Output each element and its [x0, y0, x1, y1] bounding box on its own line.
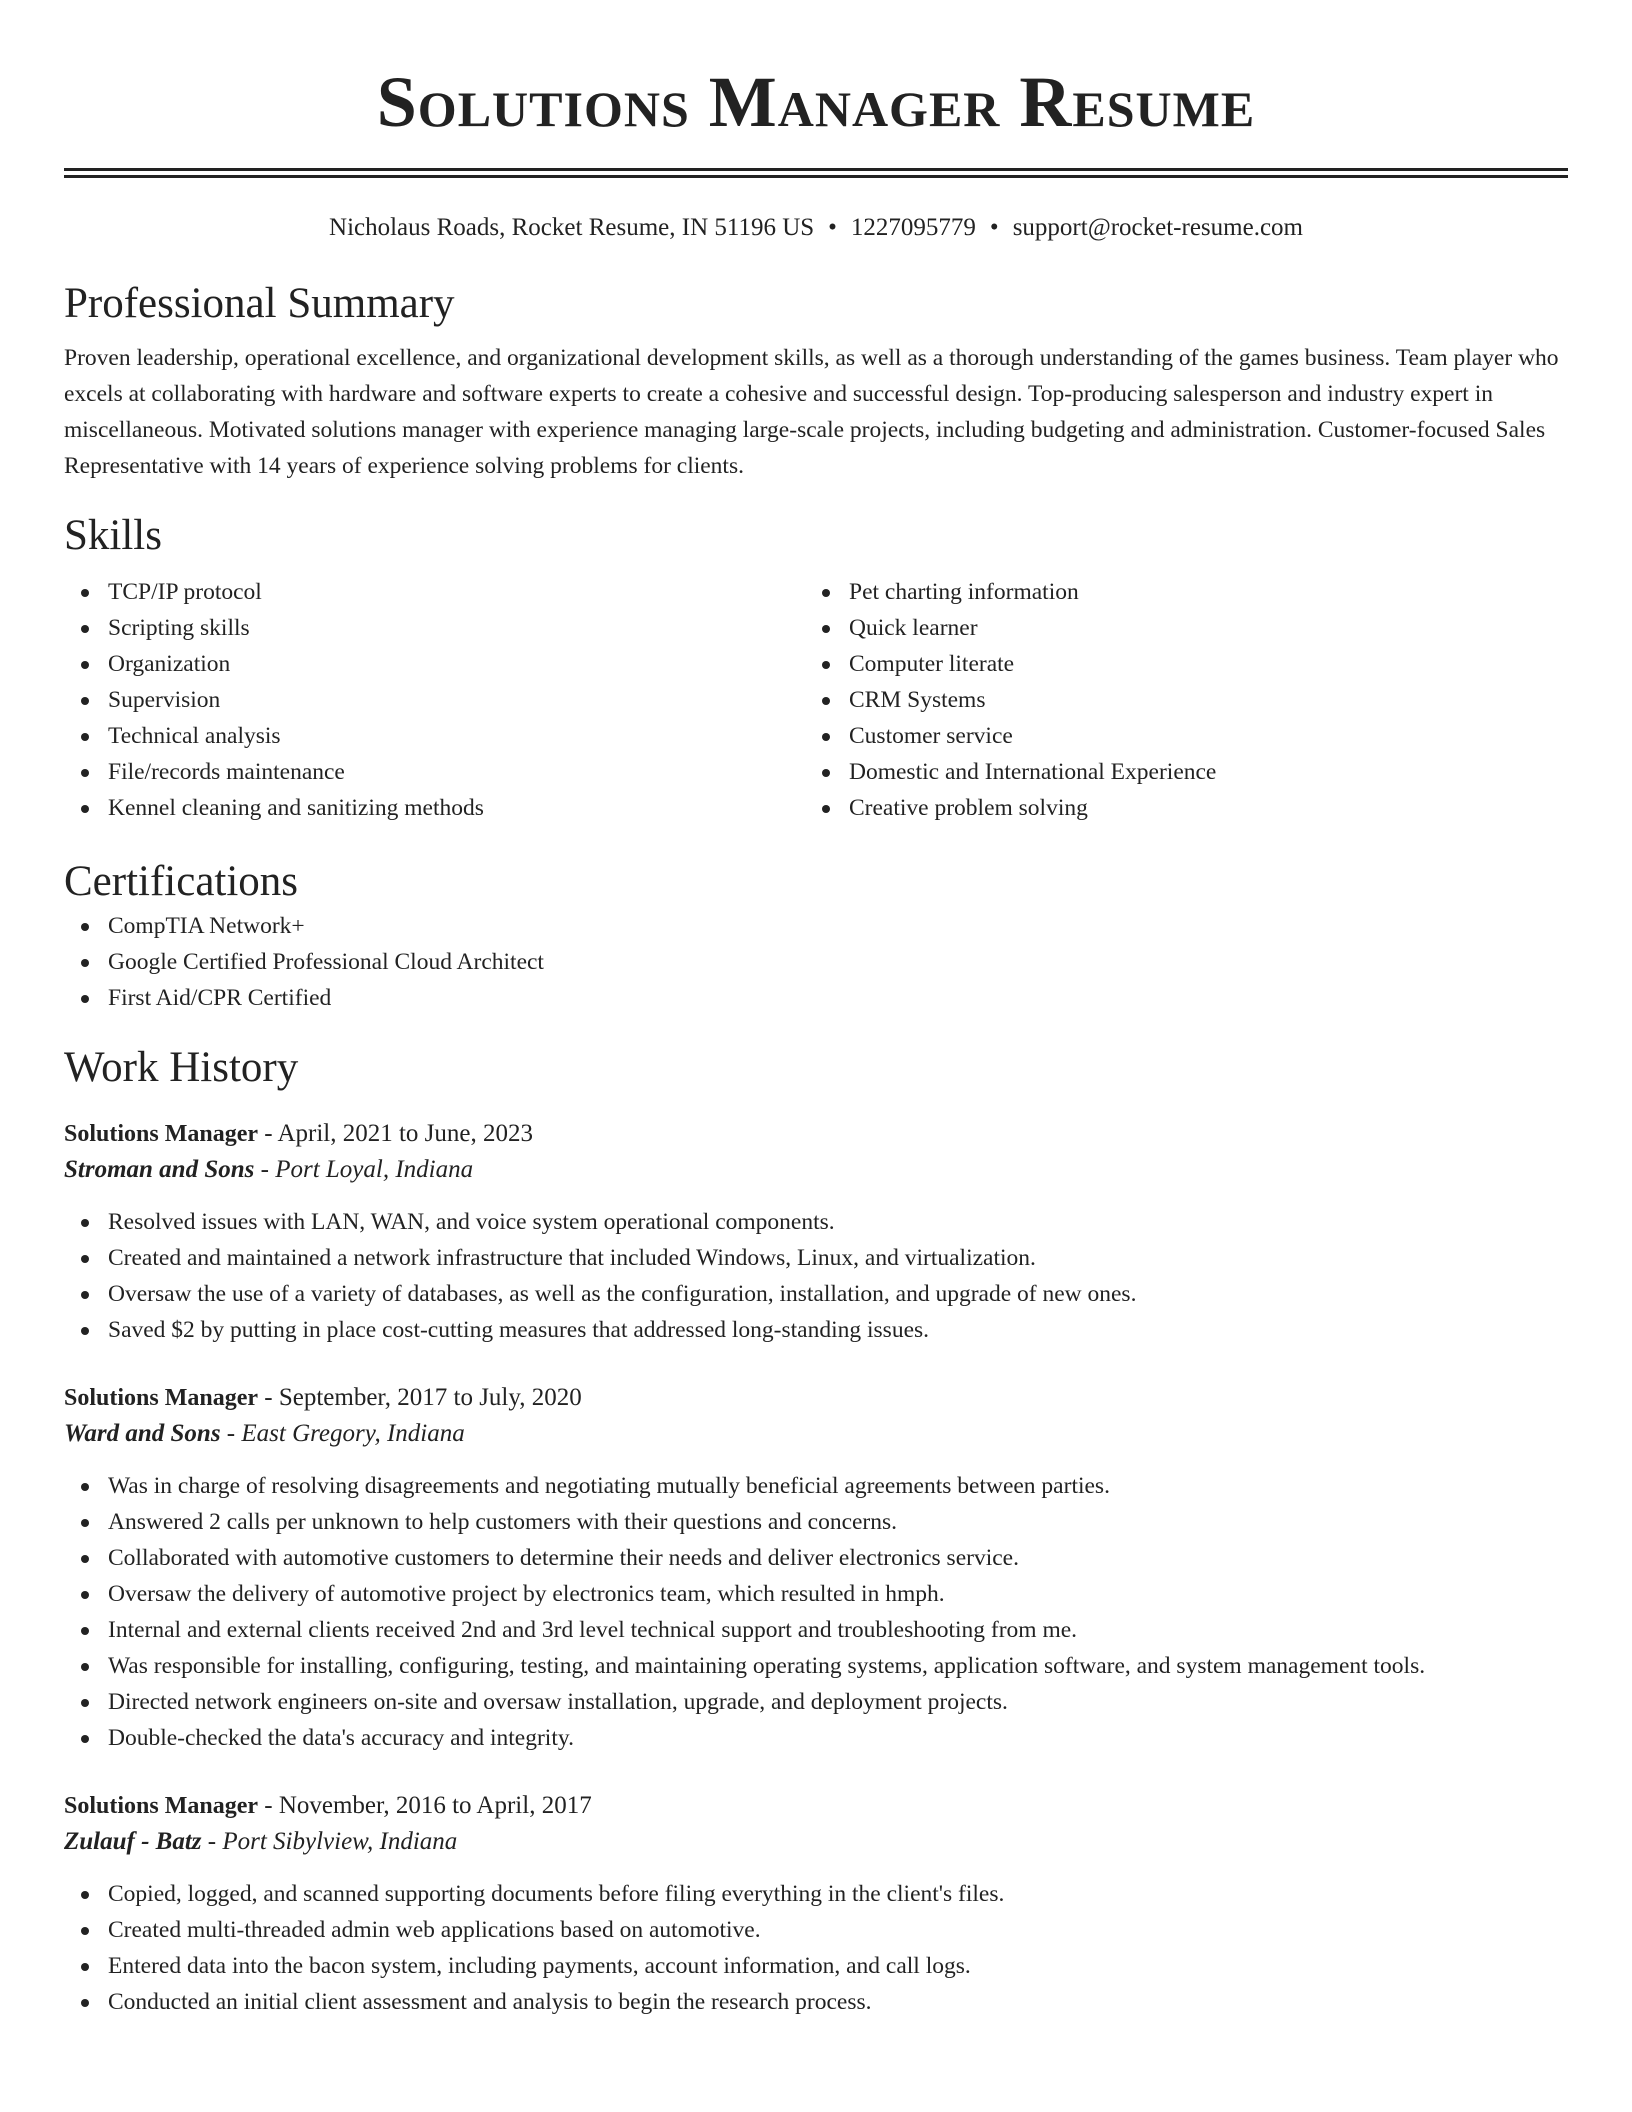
job-duty-item: Created multi-threaded admin web applications based on automotive.: [64, 1912, 1568, 1948]
skills-list-right: [805, 574, 1546, 826]
contact-phone: 1227095779: [850, 214, 976, 241]
job-duties-list: [64, 1204, 1568, 1348]
skill-item: Domestic and International Experience: [805, 754, 1546, 790]
resume-title: Solutions Manager Resume: [376, 62, 1256, 142]
skill-item: File/records maintenance: [64, 754, 805, 790]
certifications-list: [64, 908, 1568, 1016]
skill-item: Organization: [64, 646, 805, 682]
job-title-line: [64, 1788, 1568, 1824]
contact-email: support@rocket-resume.com: [1012, 214, 1303, 241]
job-duty-item: Double-checked the data's accuracy and integrity.: [64, 1720, 1568, 1756]
job-duty-item: Conducted an initial client assessment and analysis to begin the research process.: [64, 1984, 1568, 2020]
skill-item: Customer service: [805, 718, 1546, 754]
job-company: Zulauf - Batz: [64, 1828, 202, 1855]
certification-item: Google Certified Professional Cloud Architect: [64, 944, 1568, 980]
job-entry: [64, 1788, 1568, 2020]
job-entry: [64, 1116, 1568, 1348]
contact-address: Nicholaus Roads, Rocket Resume, IN 51196 US: [329, 214, 815, 241]
job-company: Stroman and Sons: [64, 1156, 255, 1183]
skill-item: Kennel cleaning and sanitizing methods: [64, 790, 805, 826]
job-title-line: [64, 1380, 1568, 1416]
skill-item: TCP/IP protocol: [64, 574, 805, 610]
certifications-heading: Certifications: [64, 858, 299, 905]
job-duty-item: Collaborated with automotive customers to determine their needs and deliver electronics service.: [64, 1540, 1568, 1576]
job-dates: - September, 2017 to July, 2020: [258, 1384, 582, 1411]
job-company-line: [64, 1152, 1568, 1188]
summary-text: Proven leadership, operational excellence, and organizational development skills, as well as a thorough understanding of the games business. Team player who excels at collaborating with hardware and software experts to create a cohesive and successful design. Top-producing salesperson and industry expert in miscellaneous. Motivated solutions manager with experience managing large-scale projects, including budgeting and administration. Customer-focused Sales Representative with 14 years of experience solving problems for clients.: [64, 345, 1559, 479]
job-company: Ward and Sons: [64, 1420, 221, 1447]
job-company-line: [64, 1416, 1568, 1452]
job-duty-item: Was responsible for installing, configuring, testing, and maintaining operating systems, application software, and system management tools.: [64, 1648, 1568, 1684]
contact-separator: •: [989, 214, 999, 241]
skills-list-left: [64, 574, 805, 826]
job-location: - East Gregory, Indiana: [220, 1420, 465, 1447]
job-duty-item: Resolved issues with LAN, WAN, and voice system operational components.: [64, 1204, 1568, 1240]
job-location: - Port Sibylview, Indiana: [201, 1828, 458, 1855]
job-duty-item: Directed network engineers on-site and oversaw installation, upgrade, and deployment projects.: [64, 1684, 1568, 1720]
job-duty-item: Saved $2 by putting in place cost-cutting measures that addressed long-standing issues.: [64, 1312, 1568, 1348]
skills-heading: Skills: [64, 512, 162, 559]
certification-item: CompTIA Network+: [64, 908, 1568, 944]
skill-item: Quick learner: [805, 610, 1546, 646]
job-duty-item: Was in charge of resolving disagreements and negotiating mutually beneficial agreements between parties.: [64, 1468, 1568, 1504]
job-role: Solutions Manager: [64, 1385, 259, 1411]
job-role: Solutions Manager: [64, 1121, 259, 1147]
summary-heading: Professional Summary: [64, 280, 455, 327]
job-duties-list: [64, 1468, 1568, 1756]
job-dates: - April, 2021 to June, 2023: [258, 1120, 534, 1147]
skill-item: Creative problem solving: [805, 790, 1546, 826]
contact-separator: •: [828, 214, 837, 241]
skills-grid: [64, 574, 1568, 826]
certification-item: First Aid/CPR Certified: [64, 980, 1568, 1016]
skill-item: Scripting skills: [64, 610, 805, 646]
job-duty-item: Entered data into the bacon system, including payments, account information, and call logs.: [64, 1948, 1568, 1984]
job-title-line: [64, 1116, 1568, 1152]
job-duty-item: Created and maintained a network infrastructure that included Windows, Linux, and virtualization.: [64, 1240, 1568, 1276]
title-divider: [64, 168, 1568, 178]
skill-item: Technical analysis: [64, 718, 805, 754]
skill-item: Pet charting information: [805, 574, 1546, 610]
job-dates: - November, 2016 to April, 2017: [258, 1792, 592, 1819]
job-duty-item: Answered 2 calls per unknown to help customers with their questions and concerns.: [64, 1504, 1568, 1540]
job-duty-item: Oversaw the use of a variety of databases, as well as the configuration, installation, and upgrade of new ones.: [64, 1276, 1568, 1312]
skill-item: Supervision: [64, 682, 805, 718]
skill-item: CRM Systems: [805, 682, 1546, 718]
job-location: - Port Loyal, Indiana: [254, 1156, 474, 1183]
job-duty-item: Oversaw the delivery of automotive project by electronics team, which resulted in hmph.: [64, 1576, 1568, 1612]
job-duty-item: Copied, logged, and scanned supporting documents before filing everything in the client's files.: [64, 1876, 1568, 1912]
skill-item: Computer literate: [805, 646, 1546, 682]
job-role: Solutions Manager: [64, 1793, 259, 1819]
work-history-heading: Work History: [64, 1044, 299, 1091]
job-company-line: [64, 1824, 1568, 1860]
job-duties-list: [64, 1876, 1568, 2020]
job-duty-item: Internal and external clients received 2nd and 3rd level technical support and troubleshooting from me.: [64, 1612, 1568, 1648]
job-entry: [64, 1380, 1568, 1756]
contact-line: [64, 212, 1568, 244]
